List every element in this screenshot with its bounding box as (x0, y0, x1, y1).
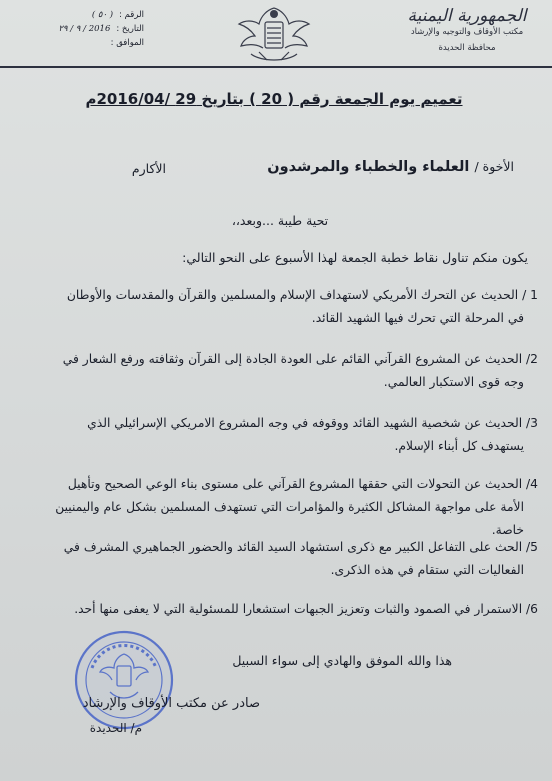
document-title: تعميم يوم الجمعة رقم ( 20 ) بتاريخ 29 /2016/04م (85, 90, 463, 108)
date-label: التاريخ : (116, 24, 144, 34)
point-1 (20, 284, 538, 330)
point-4 (20, 473, 538, 542)
point-line: يستهدف كل أبناء الإسلام. (394, 439, 524, 453)
header-rule (0, 66, 552, 68)
salutation-honorific: الأكارم (131, 161, 166, 176)
point-6 (20, 598, 538, 621)
letterhead-brand: الجمهورية اليمنية (407, 6, 527, 26)
point-line: في المرحلة التي تحرك فيها الشهيد القائد. (311, 311, 524, 325)
point-line: وجه قوى الاستكبار العالمي. (383, 375, 524, 389)
salutation-recipients: العلماء والخطباء والمرشدون (267, 159, 470, 175)
state-emblem-icon (231, 2, 317, 70)
signature-line-1: صادر عن مكتب الأوقاف والإرشاد (82, 696, 260, 711)
letterhead-governorate: محافظة الحديدة (438, 43, 496, 53)
point-line: 3/ الحديث عن شخصية الشهيد القائد ووقوفه في وجه المشروع الامريكي الإسرائيلي الذي (87, 416, 538, 430)
corr-label: الموافق : (110, 38, 144, 48)
point-2 (20, 348, 538, 394)
point-3 (20, 412, 538, 458)
point-line: الفعاليات التي ستقام في هذه الذكرى. (330, 563, 524, 577)
ref-label: الرقم : (119, 10, 144, 20)
intro: يكون منكم تناول نقاط خطبة الجمعة لهذا الأسبوع على النحو التالي: (182, 250, 528, 265)
signature-line-2: م/ الحديدة (89, 721, 142, 735)
point-line: الأمة على مواجهة المشاكل الكثيرة والمؤامرات التي تستهدف المسلمين بشكل عام واليمنيين خاصة. (55, 500, 524, 537)
greeting: تحية طيبة ...وبعد،، (231, 213, 329, 228)
ref-value: ( ٥٠ ) (91, 10, 114, 20)
point-5 (20, 536, 538, 582)
date-value: 2016 / ٩ / ٢٩ (58, 24, 111, 34)
letterhead-office: مكتب الأوقاف والتوجيه والإرشاد (410, 27, 524, 37)
letterhead-right (392, 6, 542, 54)
ref-row (12, 8, 144, 22)
date-row (12, 22, 144, 36)
point-line: 5/ الحث على التفاعل الكبير مع ذكرى استشهاد السيد القائد والحضور الجماهيري المشرف في (63, 540, 538, 554)
reference-block (12, 8, 144, 50)
point-line: 2/ الحديث عن المشروع القرآني القائم على العودة الجادة إلى القرآن وثقافته ورفع الشعار في (62, 352, 538, 366)
point-line: 6/ الاستمرار في الصمود والثبات وتعزيز الجبهات استشعارا للمسئولية التي لا يعفى منها أحد. (74, 602, 538, 616)
closing-line: هذا والله الموفق والهادي إلى سواء السبيل (232, 653, 452, 668)
salutation (154, 156, 514, 178)
point-line: 1 / الحديث عن التحرك الأمريكي لاستهداف الإسلام والمسلمين والقرآن والمقدسات والأوطان (66, 288, 538, 302)
point-line: 4/ الحديث عن التحولات التي حققها المشروع القرآني على مستوى بناء الوعي الصحيح وتأهيل (67, 477, 538, 491)
salutation-prefix: الأخوة / (474, 159, 514, 174)
corr-row (12, 36, 144, 50)
